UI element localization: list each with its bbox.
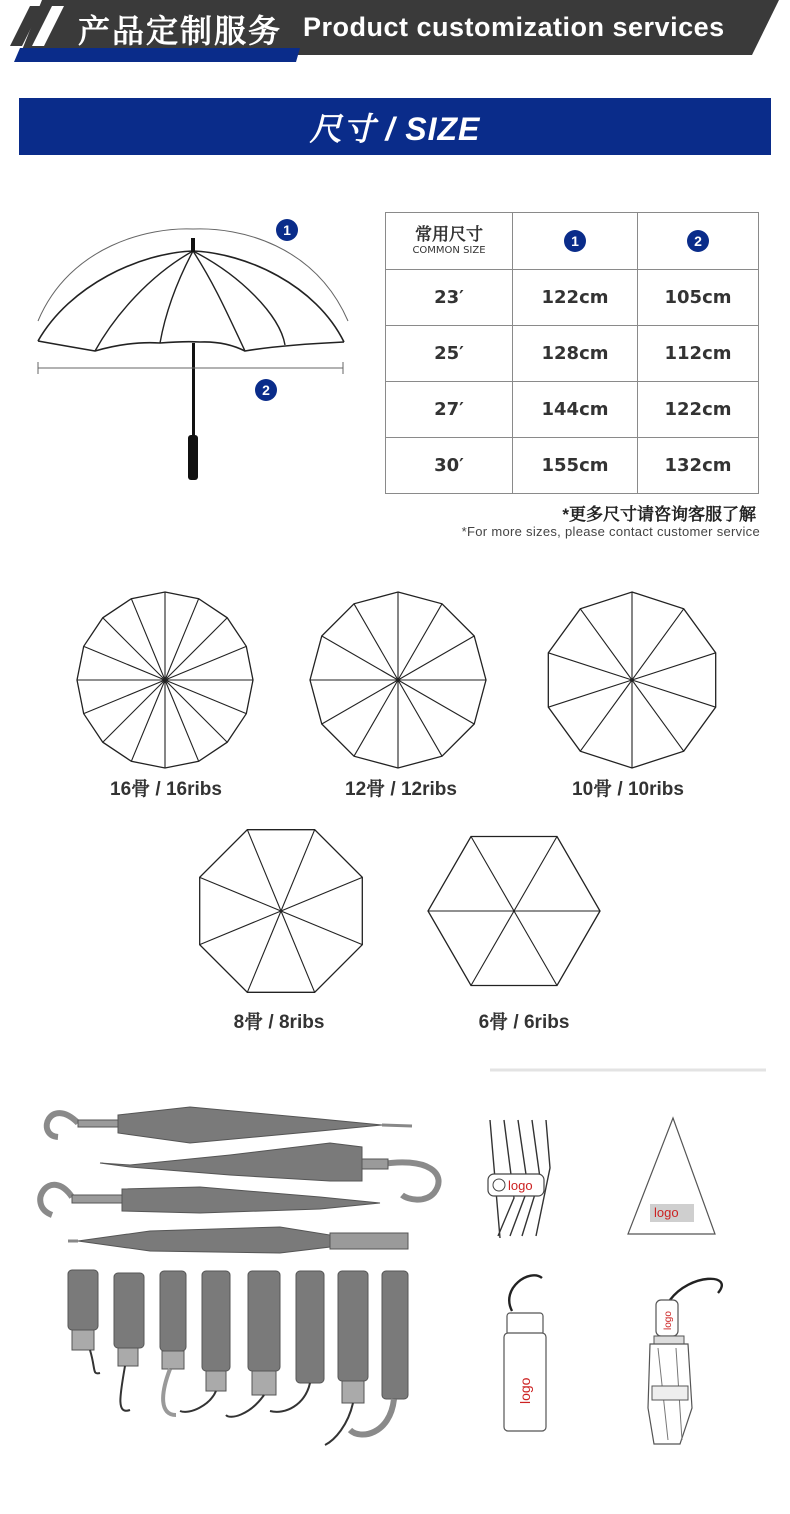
logo-placement-illustrations [470,1068,770,1458]
table-row: 30′ 155cm 132cm [386,438,759,494]
logo-sample-1-text: logo [508,1178,533,1193]
logo-sample-3-text: logo [517,1377,533,1404]
table-row: 27′ 144cm 122cm [386,382,759,438]
rib-label-8: 8骨 / 8ribs [233,1012,325,1033]
diagram-marker-2: 2 [255,379,277,401]
canopy-12-ribs-diagram [310,592,486,768]
size-table-header [386,213,759,270]
table-row: 25′ 128cm 112cm [386,326,759,382]
size-note-en: *For more sizes, please contact customer service [461,524,760,539]
rib-label-6: 6骨 / 6ribs [478,1012,570,1033]
canopy-8-ribs-diagram [200,830,363,993]
logo-sample-tag [648,1279,722,1444]
rib-label-12: 12骨 / 12ribs [345,779,457,800]
header-title-en: Product customization services [303,12,725,42]
canopy-10-ribs-diagram [548,592,715,768]
size-table-header-col1: 1 [513,213,638,270]
size-note-zh: *更多尺寸请咨询客服了解 [562,505,756,524]
rib-label-10: 10骨 / 10ribs [572,779,684,800]
size-section-title: 尺寸 / SIZE [309,110,481,147]
umbrella-diagram [30,205,360,490]
logo-sample-case [504,1275,546,1431]
header-title-zh: 产品定制服务 [78,13,283,49]
size-table-header-cell: 常用尺寸 COMMON SIZE [386,213,513,270]
table-row: 23′ 122cm 105cm [386,270,759,326]
logo-sample-2-text: logo [654,1205,679,1220]
canopy-16-ribs-diagram [77,592,253,768]
diagram-marker-1: 1 [276,219,298,241]
size-section-bar [19,98,771,155]
size-table-header-col2: 2 [638,213,759,270]
canopy-6-ribs-diagram [428,837,600,986]
logo-sample-4-text: logo [663,1311,674,1330]
logo-sample-canopy [628,1118,715,1234]
logo-sample-rib [488,1120,550,1238]
rib-label-16: 16骨 / 16ribs [110,779,222,800]
size-table [385,212,759,494]
folded-umbrellas-illustration [30,1085,450,1465]
